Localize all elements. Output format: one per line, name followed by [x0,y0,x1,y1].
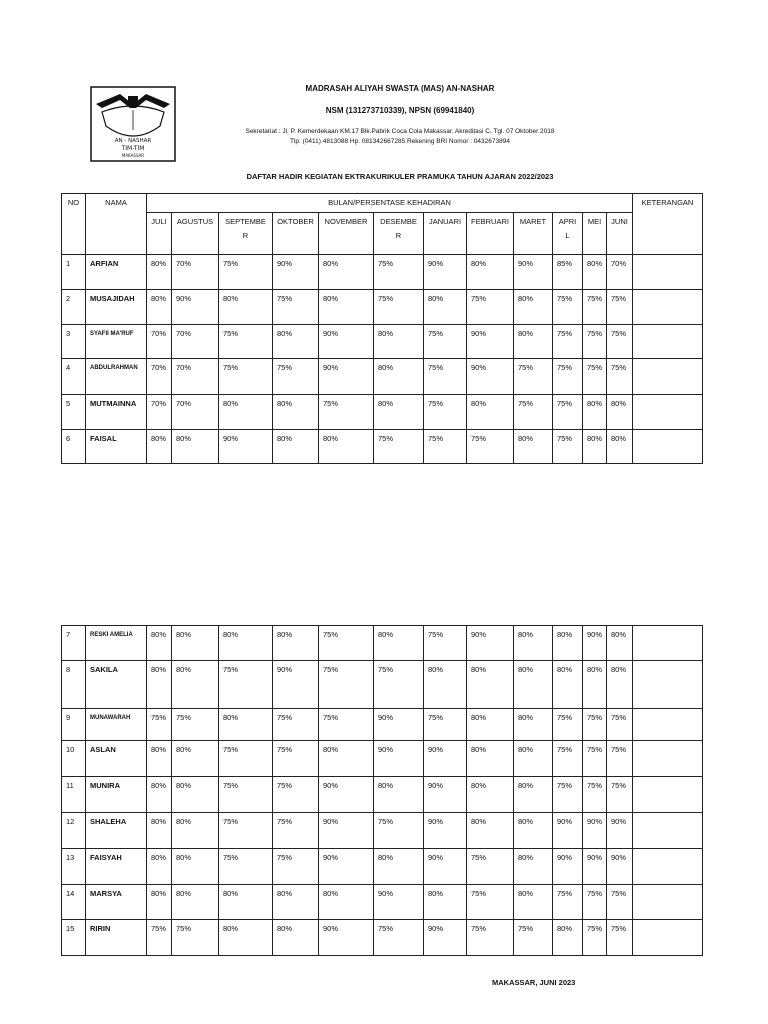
attendance-cell: 80% [273,885,319,920]
attendance-cell: 90% [467,359,514,395]
attendance-cell: 80% [467,777,514,813]
attendance-cell: 75% [273,359,319,395]
attendance-cell: 80% [467,741,514,777]
header-month: JULI [147,213,172,255]
attendance-cell: 70% [147,395,172,430]
attendance-cell: 70% [172,255,219,290]
attendance-cell: 90% [424,849,467,885]
attendance-cell: 90% [424,777,467,813]
attendance-cell: 90% [424,741,467,777]
attendance-cell: 80% [514,709,553,741]
attendance-cell: 90% [374,885,424,920]
school-ids: NSM (131273710339), NPSN (69941840) [325,106,475,115]
attendance-cell: 75% [172,709,219,741]
attendance-cell: 70% [147,325,172,359]
school-contact: Tlp. (0411) 4813088 Hp. 081342667285 Rekening BRI Nomor : 0432673894 [290,138,510,145]
table-row [62,661,703,709]
attendance-table-2 [61,625,703,956]
attendance-cell: 75% [583,920,607,956]
attendance-cell: 75% [374,290,424,325]
student-name: MARSYA [86,885,147,920]
attendance-cell: 90% [319,813,374,849]
student-name: SAKILA [86,661,147,709]
row-number: 12 [62,813,86,849]
attendance-cell: 80% [583,430,607,464]
attendance-cell: 75% [319,709,374,741]
attendance-cell: 75% [467,290,514,325]
school-address: Sekretariat : Jl. P. Kemerdekaan KM.17 Blk.Pabrik Coca Cola Makassar. Akreditasi C, Tgl. 07 Oktober 2018 [245,128,555,135]
attendance-cell: 90% [319,849,374,885]
attendance-cell: 70% [607,255,633,290]
notes-cell [633,325,703,359]
notes-cell [633,777,703,813]
attendance-cell: 75% [553,430,583,464]
attendance-cell: 75% [273,777,319,813]
place-date: MAKASSAR, JUNI 2023 [492,978,576,987]
attendance-cell: 75% [424,395,467,430]
logo-text-bottom: MAKASSAR [121,153,145,158]
attendance-cell: 70% [172,325,219,359]
table-row [62,325,703,359]
attendance-cell: 75% [553,290,583,325]
attendance-cell: 80% [467,709,514,741]
attendance-cell: 90% [319,359,374,395]
attendance-cell: 90% [514,255,553,290]
notes-cell [633,255,703,290]
table-row [62,359,703,395]
attendance-cell: 80% [607,626,633,661]
attendance-cell: 75% [319,626,374,661]
attendance-cell: 80% [219,920,273,956]
attendance-cell: 80% [172,626,219,661]
attendance-cell: 75% [374,255,424,290]
attendance-cell: 80% [172,849,219,885]
attendance-cell: 80% [147,661,172,709]
attendance-cell: 75% [172,920,219,956]
attendance-cell: 90% [273,661,319,709]
attendance-cell: 80% [583,661,607,709]
attendance-cell: 75% [219,325,273,359]
notes-cell [633,661,703,709]
attendance-cell: 75% [319,395,374,430]
attendance-cell: 75% [553,395,583,430]
attendance-cell: 80% [553,920,583,956]
attendance-cell: 80% [147,741,172,777]
attendance-cell: 90% [424,255,467,290]
attendance-cell: 75% [583,709,607,741]
attendance-cell: 75% [583,777,607,813]
attendance-cell: 75% [607,709,633,741]
student-name: RIRIN [86,920,147,956]
notes-cell [633,849,703,885]
table-row [62,920,703,956]
attendance-cell: 80% [319,885,374,920]
attendance-cell: 90% [583,813,607,849]
attendance-cell: 80% [424,885,467,920]
header-notes: KETERANGAN [633,194,703,255]
logo-text-top: AN - NASHAR [114,138,152,144]
attendance-cell: 80% [583,395,607,430]
row-number: 5 [62,395,86,430]
attendance-cell: 90% [553,849,583,885]
row-number: 3 [62,325,86,359]
attendance-cell: 80% [467,813,514,849]
table-row [62,290,703,325]
attendance-cell: 75% [147,709,172,741]
notes-cell [633,395,703,430]
notes-cell [633,813,703,849]
attendance-cell: 80% [553,661,583,709]
row-number: 8 [62,661,86,709]
student-name: MUTMAINNA [86,395,147,430]
attendance-cell: 80% [514,430,553,464]
student-name: RESKI AMELIA [86,626,147,661]
attendance-cell: 75% [583,325,607,359]
notes-cell [633,626,703,661]
attendance-cell: 75% [424,359,467,395]
attendance-cell: 75% [553,359,583,395]
attendance-cell: 80% [273,626,319,661]
attendance-cell: 90% [374,709,424,741]
attendance-cell: 75% [147,920,172,956]
table-row [62,709,703,741]
attendance-cell: 75% [219,741,273,777]
row-number: 2 [62,290,86,325]
attendance-cell: 75% [319,661,374,709]
header-month: MEI [583,213,607,255]
attendance-cell: 80% [147,813,172,849]
row-number: 13 [62,849,86,885]
notes-cell [633,709,703,741]
attendance-cell: 80% [553,626,583,661]
attendance-cell: 90% [553,813,583,849]
student-name: MUSAJIDAH [86,290,147,325]
table-row [62,813,703,849]
attendance-cell: 75% [607,290,633,325]
attendance-cell: 85% [553,255,583,290]
student-name: ASLAN [86,741,147,777]
attendance-cell: 80% [172,813,219,849]
student-name: ARFIAN [86,255,147,290]
attendance-cell: 80% [374,325,424,359]
row-number: 7 [62,626,86,661]
school-name: MADRASAH ALIYAH SWASTA (MAS) AN-NASHAR [305,84,495,93]
attendance-cell: 90% [319,777,374,813]
attendance-cell: 80% [467,255,514,290]
header-month: JANUARI [424,213,467,255]
attendance-cell: 80% [219,395,273,430]
attendance-cell: 75% [607,741,633,777]
attendance-cell: 75% [583,290,607,325]
row-number: 15 [62,920,86,956]
attendance-cell: 80% [514,813,553,849]
attendance-cell: 80% [319,255,374,290]
attendance-cell: 75% [583,359,607,395]
attendance-cell: 90% [607,849,633,885]
attendance-cell: 80% [514,325,553,359]
attendance-cell: 75% [219,813,273,849]
student-name: MUNAWARAH [86,709,147,741]
attendance-cell: 75% [374,430,424,464]
attendance-cell: 75% [514,395,553,430]
attendance-cell: 80% [219,626,273,661]
row-number: 11 [62,777,86,813]
attendance-cell: 75% [219,777,273,813]
student-name: SYAFII MA'RUF [86,325,147,359]
attendance-cell: 80% [219,885,273,920]
attendance-cell: 75% [219,849,273,885]
attendance-cell: 80% [319,430,374,464]
attendance-cell: 80% [319,741,374,777]
attendance-cell: 70% [172,359,219,395]
attendance-cell: 80% [424,290,467,325]
notes-cell [633,290,703,325]
attendance-cell: 75% [467,885,514,920]
attendance-cell: 75% [553,885,583,920]
attendance-cell: 75% [219,359,273,395]
header-month: MARET [514,213,553,255]
notes-cell [633,430,703,464]
attendance-cell: 80% [147,255,172,290]
attendance-cell: 75% [553,741,583,777]
row-number: 10 [62,741,86,777]
attendance-cell: 75% [424,626,467,661]
attendance-cell: 75% [553,709,583,741]
attendance-cell: 80% [607,430,633,464]
table-row [62,849,703,885]
attendance-cell: 80% [273,430,319,464]
attendance-cell: 75% [424,325,467,359]
attendance-cell: 80% [147,885,172,920]
attendance-cell: 75% [273,709,319,741]
attendance-cell: 80% [514,777,553,813]
attendance-cell: 75% [219,661,273,709]
attendance-cell: 70% [172,395,219,430]
document-title: DAFTAR HADIR KEGIATAN EKTRAKURIKULER PRAMUKA TAHUN AJARAN 2022/2023 [246,172,554,181]
student-name: FAISYAH [86,849,147,885]
attendance-cell: 70% [147,359,172,395]
table-row [62,255,703,290]
attendance-table-1 [61,193,703,464]
student-name: MUNIRA [86,777,147,813]
attendance-cell: 90% [424,920,467,956]
row-number: 6 [62,430,86,464]
logo-text-mid: TIM-TIM [121,145,145,152]
attendance-cell: 80% [514,741,553,777]
header-month: SEPTEMBER [219,213,273,255]
attendance-cell: 90% [319,325,374,359]
attendance-cell: 80% [374,626,424,661]
attendance-cell: 75% [467,920,514,956]
header-month: APRIL [553,213,583,255]
attendance-cell: 80% [273,395,319,430]
attendance-cell: 80% [273,920,319,956]
attendance-cell: 80% [172,661,219,709]
student-name: FAISAL [86,430,147,464]
attendance-cell: 75% [219,255,273,290]
attendance-cell: 80% [219,709,273,741]
attendance-cell: 80% [319,290,374,325]
attendance-cell: 75% [273,813,319,849]
header-no: NO [62,194,86,255]
table-row [62,777,703,813]
attendance-cell: 80% [172,430,219,464]
attendance-cell: 80% [514,849,553,885]
attendance-cell: 80% [514,290,553,325]
attendance-cell: 75% [583,741,607,777]
attendance-cell: 75% [374,920,424,956]
attendance-cell: 80% [374,395,424,430]
attendance-cell: 90% [219,430,273,464]
table-row [62,430,703,464]
school-logo [90,86,176,162]
attendance-cell: 80% [172,777,219,813]
attendance-cell: 75% [607,325,633,359]
header-month: FEBRUARI [467,213,514,255]
attendance-cell: 75% [514,359,553,395]
attendance-cell: 75% [467,849,514,885]
attendance-cell: 80% [467,661,514,709]
attendance-cell: 75% [273,290,319,325]
attendance-cell: 90% [583,626,607,661]
attendance-cell: 75% [514,920,553,956]
attendance-cell: 75% [273,849,319,885]
header-month: NOVEMBER [319,213,374,255]
header-name: NAMA [86,194,147,255]
notes-cell [633,359,703,395]
header-month: OKTOBER [273,213,319,255]
attendance-cell: 90% [374,741,424,777]
attendance-cell: 75% [553,777,583,813]
header-month-group: BULAN/PERSENTASE KEHADIRAN [147,194,633,213]
attendance-cell: 75% [424,709,467,741]
attendance-cell: 80% [273,325,319,359]
header-month: DESEMBER [374,213,424,255]
table-row [62,885,703,920]
row-number: 1 [62,255,86,290]
attendance-cell: 80% [147,777,172,813]
row-number: 4 [62,359,86,395]
attendance-cell: 80% [514,885,553,920]
attendance-cell: 80% [467,395,514,430]
attendance-cell: 80% [514,626,553,661]
attendance-cell: 80% [607,661,633,709]
header-month: JUNI [607,213,633,255]
attendance-cell: 90% [424,813,467,849]
student-name: ABDULRAHMAN [86,359,147,395]
attendance-cell: 75% [607,920,633,956]
attendance-cell: 75% [273,741,319,777]
notes-cell [633,885,703,920]
attendance-cell: 90% [467,626,514,661]
attendance-cell: 80% [147,430,172,464]
notes-cell [633,920,703,956]
attendance-cell: 80% [147,626,172,661]
attendance-cell: 80% [374,359,424,395]
attendance-cell: 80% [374,849,424,885]
attendance-cell: 75% [374,813,424,849]
attendance-cell: 75% [374,661,424,709]
attendance-cell: 90% [172,290,219,325]
attendance-cell: 90% [583,849,607,885]
attendance-cell: 80% [514,661,553,709]
attendance-cell: 75% [583,885,607,920]
table-row [62,395,703,430]
attendance-cell: 80% [172,741,219,777]
attendance-cell: 80% [583,255,607,290]
attendance-cell: 75% [553,325,583,359]
attendance-cell: 75% [607,777,633,813]
attendance-cell: 80% [147,290,172,325]
attendance-cell: 75% [467,430,514,464]
attendance-cell: 75% [424,430,467,464]
table-row [62,741,703,777]
attendance-cell: 90% [467,325,514,359]
attendance-cell: 90% [607,813,633,849]
attendance-cell: 80% [607,395,633,430]
attendance-cell: 75% [607,885,633,920]
attendance-cell: 90% [273,255,319,290]
attendance-cell: 80% [219,290,273,325]
attendance-cell: 80% [147,849,172,885]
row-number: 14 [62,885,86,920]
attendance-cell: 75% [607,359,633,395]
attendance-cell: 90% [319,920,374,956]
row-number: 9 [62,709,86,741]
attendance-cell: 80% [424,661,467,709]
attendance-cell: 80% [172,885,219,920]
student-name: SHALEHA [86,813,147,849]
attendance-cell: 80% [374,777,424,813]
notes-cell [633,741,703,777]
header-month: AGUSTUS [172,213,219,255]
table-row [62,626,703,661]
